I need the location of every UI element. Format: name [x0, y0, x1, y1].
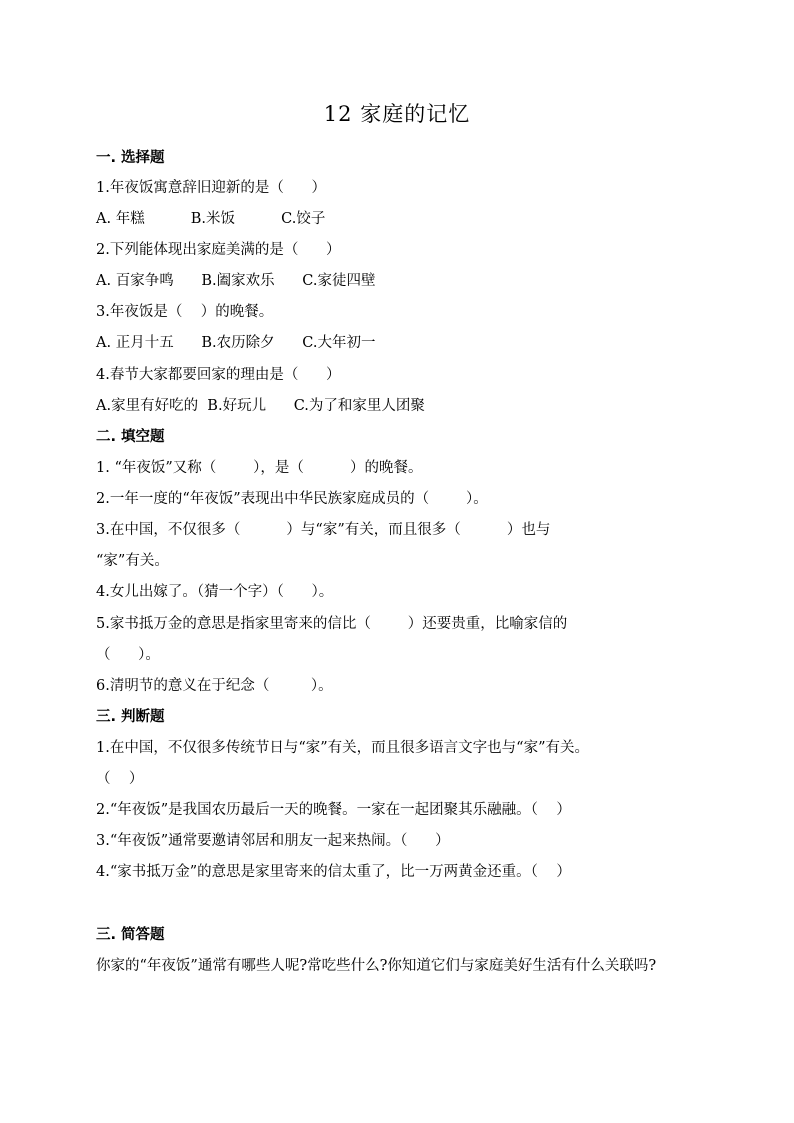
- question-line: 2.一年一度的“年夜饭”表现出中华民族家庭成员的（ ）。: [96, 491, 488, 507]
- question-line: 2.下列能体现出家庭美满的是（ ）: [96, 242, 341, 258]
- question-line: 1.年夜饭寓意辞旧迎新的是（ ）: [96, 180, 326, 196]
- question-line: 1. “年夜饭”又称（ ），是（ ）的晚餐。: [96, 460, 423, 476]
- question-line: 5.家书抵万金的意思是指家里寄来的信比（ ）还要贵重，比喻家信的: [96, 616, 568, 632]
- options-line: A.家里有好吃的 B.好玩儿 C.为了和家里人团聚: [96, 398, 425, 414]
- question-line: 6.清明节的意义在于纪念（ ）。: [96, 678, 333, 694]
- question-line: 3.“年夜饭”通常要邀请邻居和朋友一起来热闹。（ ）: [96, 833, 450, 849]
- options-line: A. 正月十五 B.农历除夕 C.大年初一: [96, 335, 376, 351]
- short-answer-question: 你家的“年夜饭”通常有哪些人呢?常吃些什么?你知道它们与家庭美好生活有什么关联吗?: [96, 958, 657, 974]
- section-heading-short: 三. 简答题: [96, 927, 165, 943]
- question-line: 4.春节大家都要回家的理由是（ ）: [96, 367, 341, 383]
- question-line: 4.“家书抵万金”的意思是家里寄来的信太重了，比一万两黄金还重。（ ）: [96, 864, 571, 880]
- section-heading-judge: 三. 判断题: [96, 709, 165, 725]
- question-line: 3.年夜饭是（ ）的晚餐。: [96, 304, 274, 320]
- options-line: A. 年糕 B.米饭 C.饺子: [96, 211, 326, 227]
- options-line: A. 百家争鸣 B.阖家欢乐 C.家徒四壁: [96, 273, 376, 289]
- question-line-continued: （ ）。: [96, 647, 160, 663]
- section-heading-choice: 一. 选择题: [96, 150, 165, 166]
- question-line: 2.“年夜饭”是我国农历最后一天的晚餐。一家在一起团聚其乐融融。（ ）: [96, 802, 571, 818]
- question-line: 3.在中国，不仅很多（ ）与“家”有关，而且很多（ ）也与: [96, 522, 551, 538]
- section-heading-fill: 二. 填空题: [96, 429, 165, 445]
- question-line-continued: “家”有关。: [96, 553, 169, 569]
- question-line: 4.女儿出嫁了。（猜一个字）（ ）。: [96, 584, 334, 600]
- page-title: 12 家庭的记忆: [323, 102, 471, 126]
- question-line: 1.在中国，不仅很多传统节日与“家”有关，而且很多语言文字也与“家”有关。: [96, 740, 589, 756]
- answer-bracket: （ ）: [96, 771, 144, 787]
